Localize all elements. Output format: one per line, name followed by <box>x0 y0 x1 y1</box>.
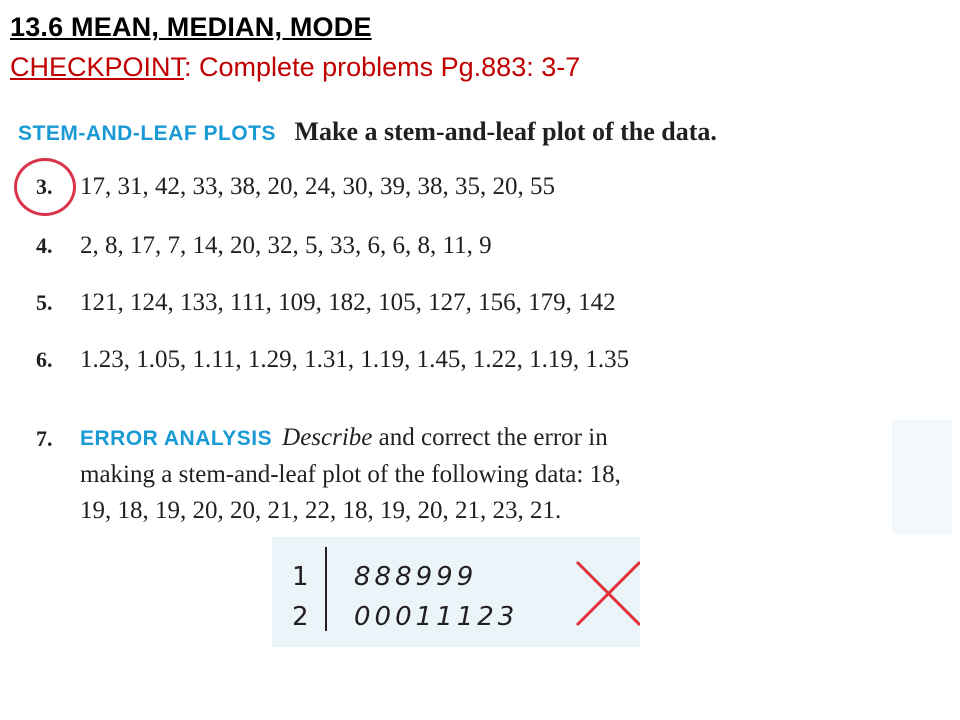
error-analysis-label: ERROR ANALYSIS <box>80 427 273 450</box>
section-title: STEM-AND-LEAF PLOTS <box>18 122 276 145</box>
checkpoint-line <box>10 52 580 83</box>
stem-2: 2 <box>292 602 309 632</box>
problem-data: 2, 8, 17, 7, 14, 20, 32, 5, 33, 6, 6, 8, 11, 9 <box>80 232 492 259</box>
slide-title: 13.6 MEAN, MEDIAN, MODE <box>10 12 372 42</box>
problem-6 <box>36 346 629 374</box>
stem-leaf-plot-graphic <box>272 537 640 647</box>
section-header <box>18 117 717 147</box>
leaves-1: 888999 <box>354 562 478 592</box>
checkpoint-label: CHECKPOINT <box>10 52 185 82</box>
checkpoint-text: : Complete problems Pg.883: 3-7 <box>184 52 581 82</box>
problem-7-text <box>80 420 876 529</box>
problem-7-line-2: making a stem-and-leaf plot of the following data: 18, <box>80 461 621 488</box>
problem-number: 7. <box>36 426 53 451</box>
problem-5 <box>36 289 616 317</box>
problem-data: 1.23, 1.05, 1.11, 1.29, 1.31, 1.19, 1.45, 1.22, 1.19, 1.35 <box>80 346 630 373</box>
problem-7-line-3: 19, 18, 19, 20, 20, 21, 22, 18, 19, 20, 21, 23, 21. <box>80 497 562 524</box>
problem-number: 5. <box>36 290 53 315</box>
problem-number: 3. <box>36 174 53 199</box>
x-mark-icon <box>577 562 640 625</box>
section-instruction: Make a stem-and-leaf plot of the data. <box>294 117 717 146</box>
problem-4 <box>36 232 492 260</box>
stem-1: 1 <box>292 562 309 592</box>
stem-leaf-plot <box>272 537 640 647</box>
background-panel <box>892 420 952 534</box>
problem-7-line-1 <box>80 420 876 457</box>
problem-number: 4. <box>36 233 53 258</box>
problem-number: 6. <box>36 347 53 372</box>
describe-word: Describe <box>282 424 373 451</box>
problem-7 <box>36 420 876 529</box>
problem-data: 121, 124, 133, 111, 109, 182, 105, 127, 156, 179, 142 <box>80 289 616 316</box>
leaves-2: 00011123 <box>354 602 519 632</box>
problem-data: 17, 31, 42, 33, 38, 20, 24, 30, 39, 38, 35, 20, 55 <box>80 173 555 200</box>
problem-3 <box>36 173 555 201</box>
problem-7-line-1-rest: and correct the error in <box>372 424 608 451</box>
